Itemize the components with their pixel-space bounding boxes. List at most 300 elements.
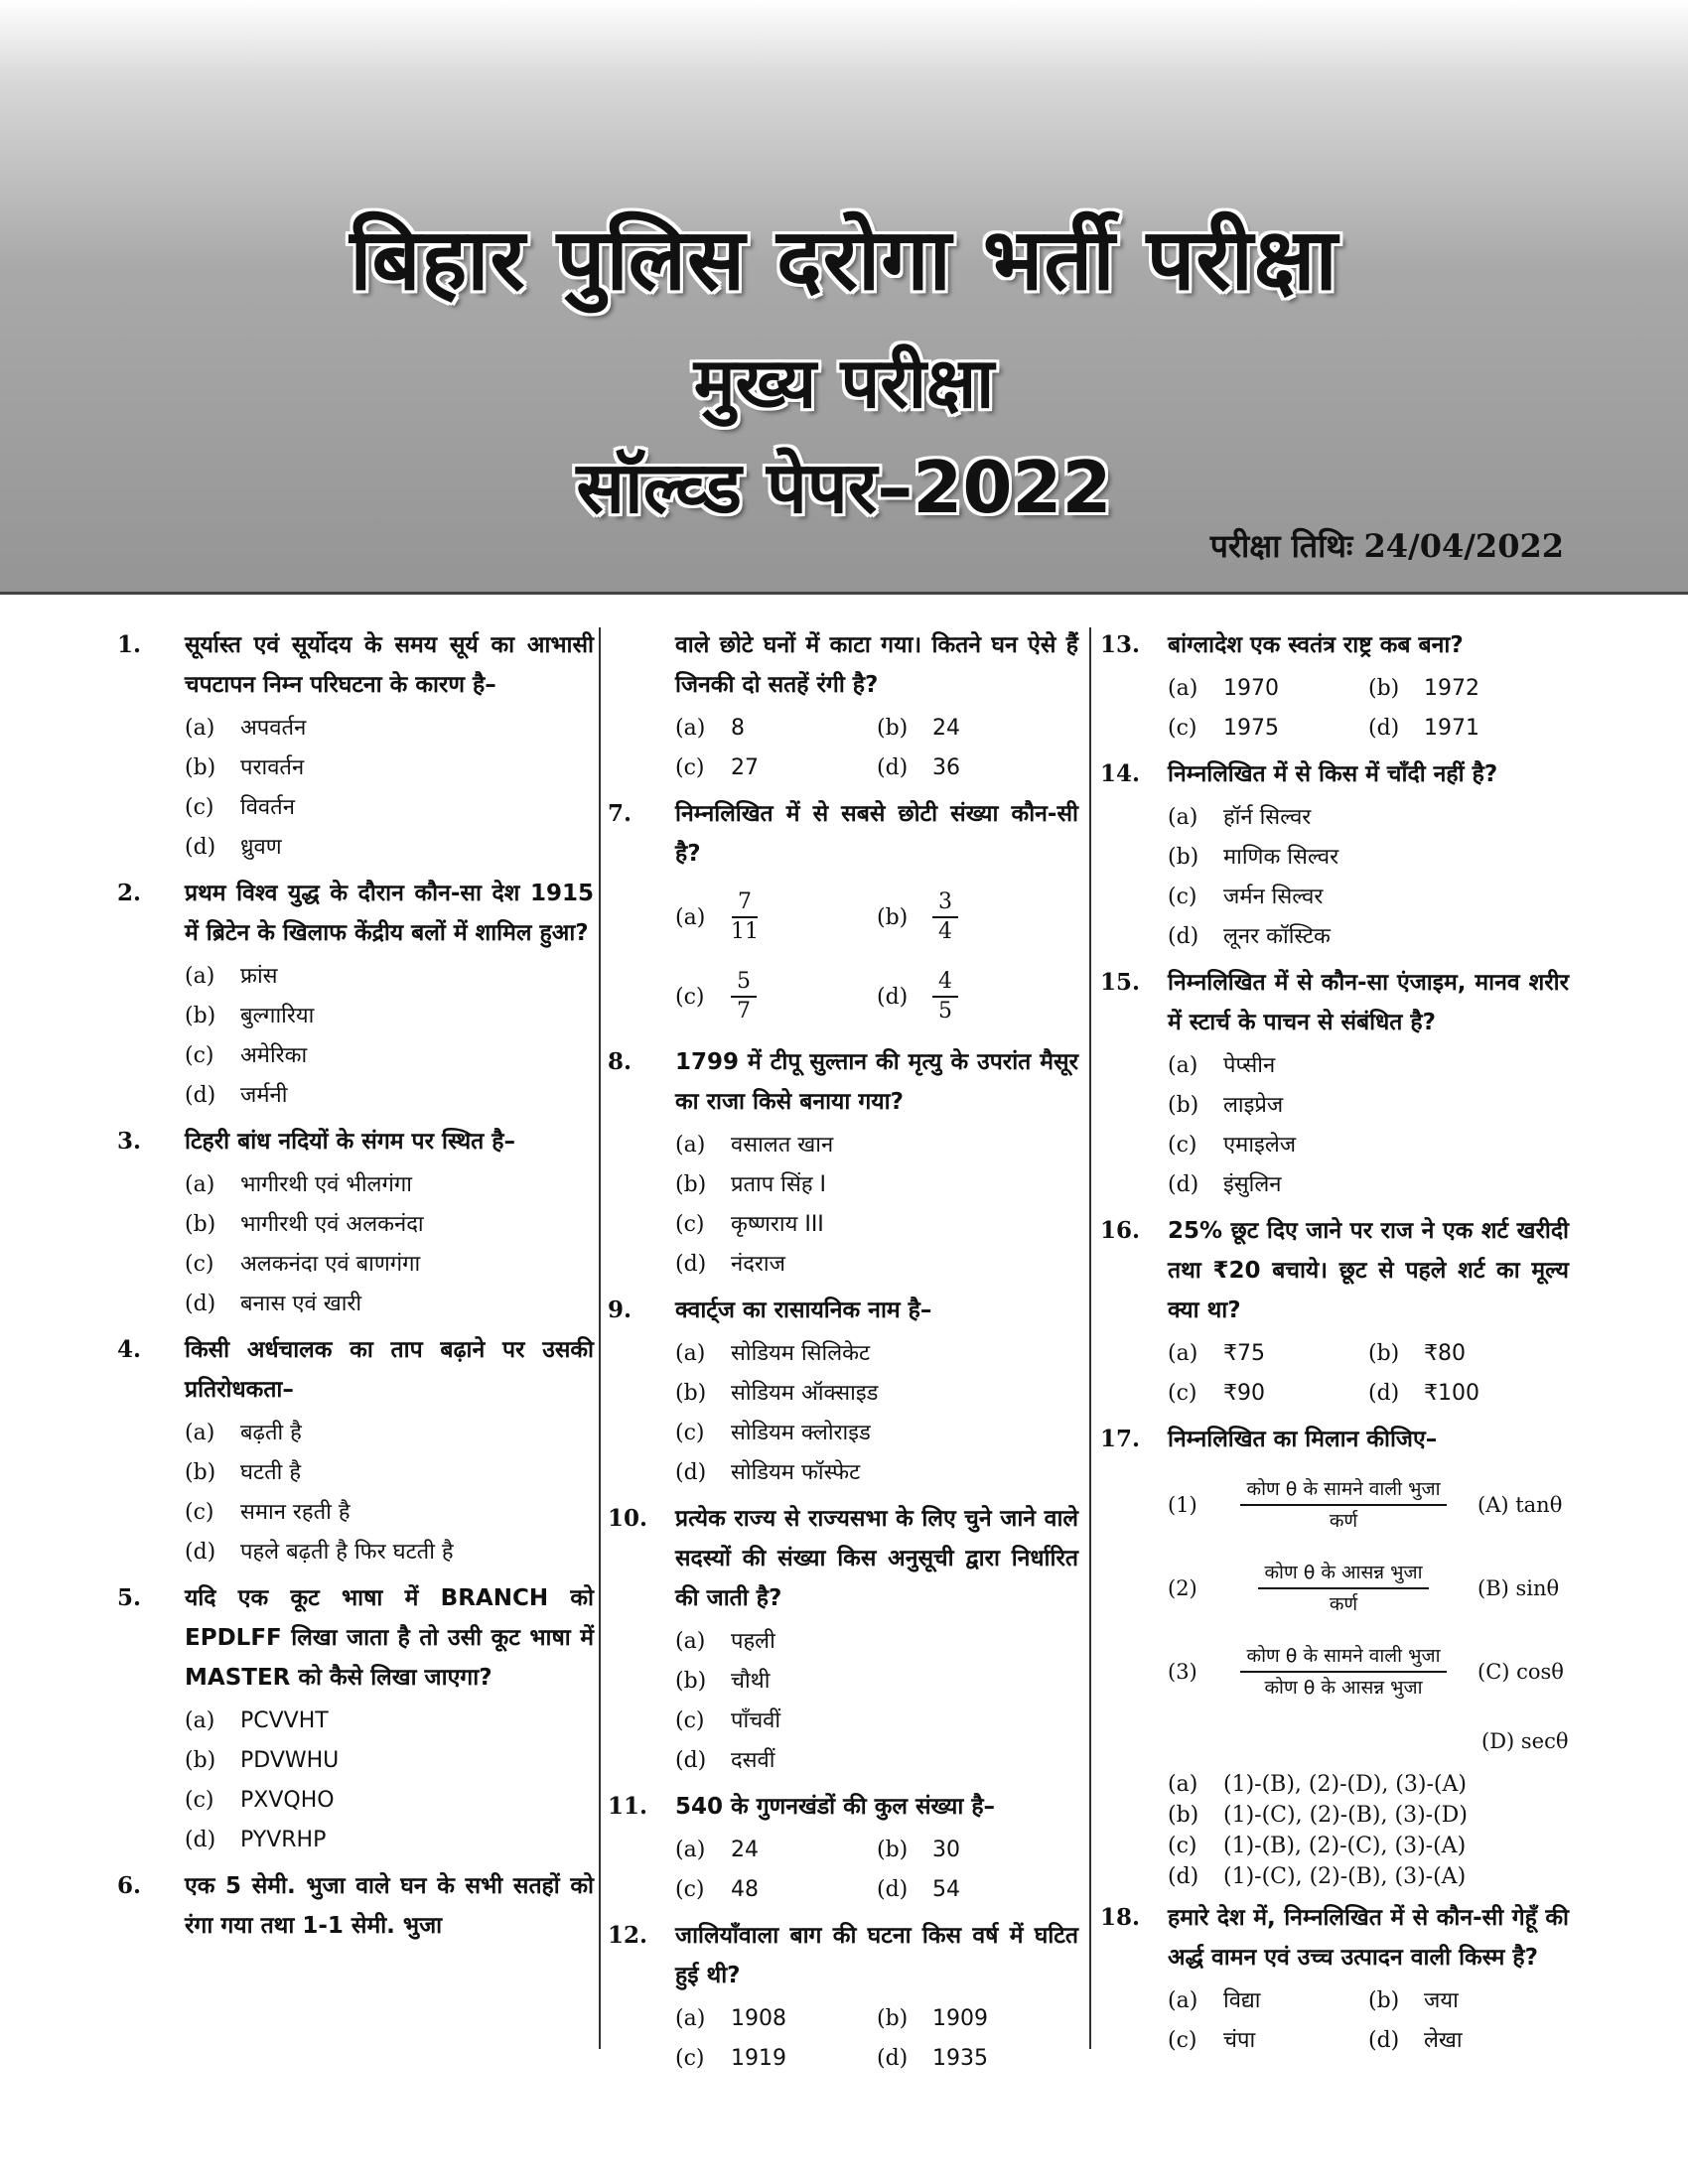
option-text: 1935 — [932, 2046, 988, 2071]
question-number: 6. — [117, 1872, 142, 1899]
option-label: (d) — [877, 755, 909, 780]
option[interactable] — [675, 1999, 877, 2039]
option[interactable] — [1168, 669, 1368, 709]
option[interactable] — [675, 1870, 877, 1910]
option-list — [1168, 1334, 1569, 1414]
option-text: PCVVHT — [240, 1708, 329, 1733]
question-4 — [117, 1330, 594, 1410]
option-label: (b) — [675, 1381, 707, 1406]
option-label: (d) — [1368, 716, 1400, 741]
question-5 — [117, 1578, 594, 1698]
option-label: (a) — [675, 2006, 706, 2031]
column-2 — [608, 625, 1078, 2071]
denominator: 7 — [737, 999, 751, 1024]
option-text: पाँचवीं — [731, 1708, 781, 1733]
question-text: जालियाँवाला बाग की घटना किस वर्ष में घटित हुई थी? — [675, 1923, 1078, 1988]
option[interactable] — [1168, 1334, 1368, 1374]
match-table — [1168, 1463, 1569, 1769]
option-label: (d) — [1168, 924, 1199, 949]
numerator: 7 — [732, 888, 758, 918]
option-text: PYVRHP — [240, 1828, 327, 1852]
question-text: निम्नलिखित में से किस में चाँदी नहीं है? — [1168, 761, 1498, 787]
option-text: 36 — [932, 755, 960, 780]
option-text: विवर्तन — [240, 795, 295, 820]
option-label: (a) — [185, 964, 215, 989]
option-label: (c) — [675, 984, 705, 1010]
option-list — [185, 1165, 594, 1324]
option-text: लेखा — [1424, 2028, 1463, 2053]
option-list — [185, 709, 594, 868]
option-label: (d) — [877, 1877, 909, 1902]
option-label: (a) — [1168, 1772, 1198, 1797]
option-text: घटती है — [240, 1460, 302, 1485]
option[interactable] — [675, 749, 877, 788]
option-text: PDVWHU — [240, 1748, 340, 1773]
option-label: (c) — [675, 1421, 705, 1445]
option-text: सोडियम ऑक्साइड — [731, 1381, 879, 1406]
option-text: कृष्णराय III — [731, 1212, 824, 1237]
option-label: (b) — [1168, 1093, 1199, 1118]
option-text: दसवीं — [731, 1748, 775, 1773]
option[interactable] — [675, 1374, 1078, 1414]
denominator: कोण θ के आसन्न भुजा — [1264, 1677, 1423, 1699]
fraction — [932, 888, 958, 946]
option-text: 48 — [731, 1877, 759, 1902]
option-label: (d) — [1168, 1864, 1199, 1889]
column-1 — [117, 625, 594, 2055]
numerator: कोण θ के सामने वाली भुजा — [1240, 1641, 1446, 1673]
option[interactable] — [1168, 1165, 1569, 1205]
question-18 — [1100, 1898, 1569, 1978]
option-label: (b) — [877, 2006, 909, 2031]
fraction — [1219, 1641, 1468, 1703]
option-text: 1972 — [1424, 676, 1479, 701]
option-label: (d) — [185, 835, 216, 860]
match-row — [1168, 1463, 1569, 1547]
question-text: 1799 में टीपू सुल्तान की मृत्यु के उपरांत मैसूर का राजा किसे बनाया गया? — [675, 1049, 1078, 1115]
option-label: (d) — [1168, 1172, 1199, 1197]
option-label: (c) — [675, 1708, 705, 1733]
option[interactable] — [185, 1533, 594, 1572]
option[interactable] — [877, 878, 1078, 957]
option[interactable] — [675, 878, 877, 957]
option-text: जर्मन सिल्वर — [1223, 885, 1324, 909]
option-list — [1168, 798, 1569, 957]
question-text: 25% छूट दिए जाने पर राज ने एक शर्ट खरीदी तथा ₹20 बचाये। छूट से पहले शर्ट का मूल्य क्या था? — [1168, 1218, 1569, 1323]
option-text: प्रताप सिंह I — [731, 1172, 826, 1197]
question-text: एक 5 सेमी. भुजा वाले घन के सभी सतहों को रंगा गया तथा 1-1 सेमी. भुजा — [185, 1873, 594, 1939]
paper-title: सॉल्व्ड पेपर–2022 — [576, 446, 1112, 529]
option[interactable] — [675, 1334, 1078, 1374]
option[interactable] — [1168, 1981, 1368, 2021]
denominator: 5 — [938, 999, 952, 1024]
option-list — [675, 1622, 1078, 1781]
question-number: 18. — [1100, 1904, 1141, 1931]
option-label: (c) — [1168, 1381, 1197, 1406]
option[interactable] — [675, 1741, 1078, 1781]
option-list — [1168, 669, 1569, 749]
option-text: सोडियम सिलिकेट — [731, 1341, 871, 1366]
column-3 — [1100, 625, 1569, 2055]
option-label: (b) — [877, 716, 909, 741]
page-subtitle: मुख्य परीक्षा — [693, 342, 995, 424]
option-text: PXVQHO — [240, 1788, 335, 1813]
option[interactable] — [675, 1126, 1078, 1165]
option[interactable] — [185, 1245, 594, 1285]
option[interactable] — [1368, 1334, 1569, 1374]
option[interactable] — [1168, 1046, 1569, 1086]
option-text: परावर्तन — [240, 755, 305, 780]
option[interactable] — [1168, 1800, 1569, 1831]
question-3 — [117, 1122, 594, 1161]
option-label: (c) — [675, 1212, 705, 1237]
question-number: 17. — [1100, 1426, 1141, 1452]
option-list — [185, 957, 594, 1116]
option[interactable] — [185, 1414, 594, 1453]
question-text: क्वार्ट्ज का रासायनिक नाम है– — [675, 1297, 932, 1323]
option[interactable] — [1168, 1769, 1569, 1800]
option-text: फ्रांस — [240, 964, 278, 989]
option-text: 1975 — [1223, 716, 1279, 741]
option-text: ₹80 — [1424, 1341, 1466, 1366]
option-label: (a) — [1168, 676, 1198, 701]
option[interactable] — [1368, 2021, 1569, 2061]
option-label: (b) — [1168, 1803, 1199, 1828]
option[interactable] — [1368, 709, 1569, 749]
option[interactable] — [1168, 1831, 1569, 1861]
option-label: (b) — [1368, 676, 1400, 701]
option-list — [1168, 1981, 1569, 2061]
option[interactable] — [185, 1702, 594, 1741]
option[interactable] — [675, 1702, 1078, 1741]
option-text: भागीरथी एवं भीलगंगा — [240, 1172, 412, 1197]
question-number: 7. — [608, 800, 633, 827]
exam-date: परीक्षा तिथिः 24/04/2022 — [1209, 527, 1564, 565]
option-text: 1909 — [932, 2006, 988, 2031]
option[interactable] — [185, 828, 594, 868]
question-text: प्रथम विश्व युद्ध के दौरान कौन-सा देश 1915 में ब्रिटेन के खिलाफ केंद्रीय बलों में शामिल हुआ? — [185, 881, 594, 946]
question-text: प्रत्येक राज्य से राज्यसभा के लिए चुने जाने वाले सदस्यों की संख्या किस अनुसूची द्वारा निर्धारित की जाती है? — [675, 1506, 1078, 1611]
numerator: कोण θ के आसन्न भुजा — [1258, 1558, 1428, 1589]
option[interactable] — [877, 2039, 1078, 2079]
option[interactable] — [877, 1999, 1078, 2039]
question-17 — [1100, 1420, 1569, 1459]
option[interactable] — [1168, 1374, 1368, 1414]
match-row — [1168, 1630, 1569, 1713]
denominator: कर्ण — [1329, 1593, 1358, 1615]
option-text: लूनर कॉस्टिक — [1223, 924, 1331, 949]
question-10 — [608, 1499, 1078, 1618]
option[interactable] — [1368, 1981, 1569, 2021]
question-number: 11. — [608, 1793, 648, 1820]
option-text: 27 — [731, 755, 759, 780]
option-text: अलकनंदा एवं बाणगंगा — [240, 1252, 421, 1277]
numerator: 4 — [932, 968, 958, 998]
option[interactable] — [185, 788, 594, 828]
option[interactable] — [1168, 1861, 1569, 1892]
option-label: (d) — [675, 1748, 707, 1773]
option-label: (c) — [185, 1788, 214, 1813]
option-text: ₹75 — [1223, 1341, 1265, 1366]
question-number: 15. — [1100, 969, 1141, 996]
option[interactable] — [1368, 1374, 1569, 1414]
option-label: (c) — [1168, 1133, 1197, 1158]
option-list — [675, 1831, 1078, 1910]
option-label: (b) — [1368, 1341, 1400, 1366]
option[interactable] — [675, 957, 877, 1036]
option[interactable] — [1168, 917, 1569, 957]
option-list — [1168, 1769, 1569, 1892]
question-text: निम्नलिखित का मिलान कीजिए– — [1168, 1427, 1438, 1452]
option-text: 1970 — [1223, 676, 1279, 701]
option-text: 1971 — [1424, 716, 1479, 741]
option-text: 1919 — [731, 2046, 786, 2071]
fraction — [731, 888, 759, 946]
question-13 — [1100, 625, 1569, 665]
option-text: 54 — [932, 1877, 960, 1902]
option-text: ₹100 — [1424, 1381, 1479, 1406]
option-text: (1)-(B), (2)-(C), (3)-(A) — [1223, 1834, 1467, 1858]
option-label: (d) — [185, 1540, 216, 1565]
match-right: (B) sinθ — [1477, 1576, 1560, 1600]
option-label: (c) — [185, 1043, 214, 1068]
question-text: 540 के गुणनखंडों की कुल संख्या है– — [675, 1794, 996, 1820]
option[interactable] — [185, 1036, 594, 1076]
question-text: किसी अर्धचालक का ताप बढ़ाने पर उसकी प्रतिरोधकता– — [185, 1337, 594, 1403]
option-label: (c) — [1168, 2028, 1197, 2053]
question-text: टिहरी बांध नदियों के संगम पर स्थित है– — [185, 1129, 515, 1155]
option[interactable] — [877, 1870, 1078, 1910]
option-label: (a) — [1168, 1341, 1198, 1366]
option-label: (c) — [185, 1500, 214, 1525]
option-list — [185, 1702, 594, 1860]
option-label: (b) — [185, 1212, 216, 1237]
fraction — [1219, 1474, 1468, 1536]
fraction — [932, 968, 958, 1025]
option[interactable] — [877, 957, 1078, 1036]
option[interactable] — [1368, 669, 1569, 709]
option[interactable] — [185, 1205, 594, 1245]
option[interactable] — [675, 1205, 1078, 1245]
option[interactable] — [675, 1662, 1078, 1702]
question-9 — [608, 1291, 1078, 1330]
option-text: बढ़ती है — [240, 1421, 302, 1445]
option-label: (c) — [675, 2046, 705, 2071]
numerator: कोण θ के सामने वाली भुजा — [1240, 1474, 1446, 1506]
column-divider — [599, 627, 601, 2049]
option-text: भागीरथी एवं अलकनंदा — [240, 1212, 424, 1237]
option-label: (b) — [185, 1460, 216, 1485]
option[interactable] — [877, 749, 1078, 788]
match-right: (C) cosθ — [1477, 1660, 1564, 1684]
option-label: (a) — [1168, 1988, 1198, 2013]
option-label: (c) — [675, 1877, 705, 1902]
option-list — [675, 1126, 1078, 1285]
option-text: अपवर्तन — [240, 716, 307, 741]
option-text: (1)-(C), (2)-(B), (3)-(A) — [1223, 1864, 1467, 1889]
option-label: (a) — [185, 1708, 215, 1733]
question-16 — [1100, 1211, 1569, 1330]
question-2 — [117, 874, 594, 953]
option[interactable] — [1168, 709, 1368, 749]
option[interactable] — [185, 957, 594, 997]
option[interactable] — [185, 997, 594, 1036]
option-label: (a) — [675, 904, 706, 930]
option-text: लाइप्रेज — [1223, 1093, 1284, 1118]
option-text: चौथी — [731, 1669, 771, 1694]
option[interactable] — [675, 1414, 1078, 1453]
fraction — [1219, 1558, 1468, 1619]
option-label: (b) — [1368, 1988, 1400, 2013]
option-text: अमेरिका — [240, 1043, 308, 1068]
column-divider — [1089, 627, 1091, 2049]
question-text: वाले छोटे घनों में काटा गया। कितने घन ऐसे हैं जिनकी दो सतहें रंगी है? — [675, 632, 1078, 698]
question-1 — [117, 625, 594, 705]
option[interactable] — [185, 1165, 594, 1205]
question-number: 2. — [117, 880, 142, 906]
option-label: (a) — [185, 1421, 215, 1445]
option[interactable] — [185, 1076, 594, 1116]
question-text: निम्नलिखित में से सबसे छोटी संख्या कौन-सी है? — [675, 801, 1078, 867]
question-number: 14. — [1100, 760, 1141, 787]
option-label: (c) — [1168, 1834, 1197, 1858]
option[interactable] — [675, 1831, 877, 1870]
option[interactable] — [675, 1453, 1078, 1493]
option-text: पेप्सीन — [1223, 1053, 1276, 1078]
option-text: ₹90 — [1223, 1381, 1265, 1406]
option-label: (a) — [675, 716, 706, 741]
option-label: (c) — [1168, 885, 1197, 909]
question-number: 13. — [1100, 631, 1141, 658]
option[interactable] — [185, 1741, 594, 1781]
option[interactable] — [675, 1165, 1078, 1205]
question-15 — [1100, 963, 1569, 1042]
option-label: (b) — [675, 1172, 707, 1197]
option-label: (a) — [1168, 1053, 1198, 1078]
denominator: कर्ण — [1329, 1510, 1358, 1532]
option-text: बुल्गारिया — [240, 1004, 315, 1028]
header-banner — [0, 0, 1688, 595]
match-right: (A) tanθ — [1477, 1493, 1563, 1517]
option-label: (b) — [1168, 845, 1199, 870]
option[interactable] — [185, 1285, 594, 1324]
option-label: (a) — [185, 1172, 215, 1197]
option[interactable] — [185, 1453, 594, 1493]
question-12 — [608, 1916, 1078, 1995]
option-text: विद्या — [1223, 1988, 1261, 2013]
question-text: यदि एक कूट भाषा में BRANCH को EPDLFF लिखा जाता है तो उसी कूट भाषा में MASTER को कैसे लिखा जाएगा? — [185, 1585, 594, 1691]
option-label: (d) — [877, 2046, 909, 2071]
option-text: वसालत खान — [731, 1133, 834, 1158]
question-number: 1. — [117, 631, 142, 658]
option[interactable] — [185, 1781, 594, 1821]
option[interactable] — [1168, 1126, 1569, 1165]
option-label: (a) — [675, 1838, 706, 1862]
option[interactable] — [675, 1622, 1078, 1662]
option-text: इंसुलिन — [1223, 1172, 1282, 1197]
option-list — [1168, 1046, 1569, 1205]
option[interactable] — [1168, 1086, 1569, 1126]
option-label: (a) — [675, 1341, 706, 1366]
denominator: 4 — [938, 919, 952, 944]
option-text: ध्रुवण — [240, 835, 282, 860]
option-label: (b) — [185, 755, 216, 780]
question-text: सूर्यास्त एवं सूर्योदय के समय सूर्य का आभासी चपटापन निम्न परिघटना के कारण है– — [185, 632, 594, 698]
option-text: 1908 — [731, 2006, 786, 2031]
option-list — [675, 709, 1078, 788]
option-label: (d) — [185, 1083, 216, 1108]
question-text: हमारे देश में, निम्नलिखित में से कौन-सी गेहूँ की अर्द्ध वामन एवं उच्च उत्पादन वाली किस्म है? — [1168, 1905, 1569, 1971]
question-number: 4. — [117, 1336, 142, 1363]
option[interactable] — [185, 1821, 594, 1860]
option-list — [675, 1999, 1078, 2079]
option-text: 8 — [731, 716, 745, 741]
denominator: 11 — [731, 919, 759, 944]
option[interactable] — [185, 1493, 594, 1533]
fraction — [731, 968, 757, 1025]
option[interactable] — [1168, 2021, 1368, 2061]
option-label: (c) — [1168, 716, 1197, 741]
numerator: 5 — [731, 968, 757, 998]
option-label: (d) — [185, 1292, 216, 1316]
option[interactable] — [877, 709, 1078, 749]
question-text: निम्नलिखित में से कौन-सा एंजाइम, मानव शरीर में स्टार्च के पाचन से संबंधित है? — [1168, 970, 1569, 1035]
match-row — [1168, 1547, 1569, 1630]
option[interactable] — [185, 709, 594, 749]
question-6-continued — [608, 625, 1078, 705]
question-6 — [117, 1866, 594, 1946]
option[interactable] — [675, 709, 877, 749]
option-label: (b) — [877, 904, 909, 930]
option-text: हॉर्न सिल्वर — [1223, 805, 1312, 830]
match-label: (2) — [1168, 1576, 1197, 1600]
option[interactable] — [1168, 838, 1569, 878]
option-label: (a) — [675, 1133, 706, 1158]
option-label: (d) — [675, 1252, 707, 1277]
question-number: 16. — [1100, 1217, 1141, 1244]
match-label: (3) — [1168, 1660, 1197, 1684]
option[interactable] — [1168, 798, 1569, 838]
question-14 — [1100, 754, 1569, 794]
option-text: जया — [1424, 1988, 1459, 2013]
match-label: (1) — [1168, 1493, 1197, 1517]
option-text: 24 — [731, 1838, 759, 1862]
option-label: (b) — [877, 1838, 909, 1862]
option[interactable] — [675, 2039, 877, 2079]
option-text: जर्मनी — [240, 1083, 288, 1108]
option[interactable] — [185, 749, 594, 788]
option-label: (c) — [185, 1252, 214, 1277]
option-text: बनास एवं खारी — [240, 1292, 362, 1316]
question-7 — [608, 794, 1078, 874]
option-label: (c) — [675, 755, 705, 780]
option-text: (1)-(B), (2)-(D), (3)-(A) — [1223, 1772, 1467, 1797]
option-text: (1)-(C), (2)-(B), (3)-(D) — [1223, 1803, 1468, 1828]
option[interactable] — [877, 1831, 1078, 1870]
question-number: 8. — [608, 1048, 633, 1075]
option-label: (d) — [877, 984, 909, 1010]
option-label: (a) — [185, 716, 215, 741]
option-label: (a) — [1168, 805, 1198, 830]
option[interactable] — [1168, 878, 1569, 917]
option-label: (d) — [1368, 1381, 1400, 1406]
option-text: सोडियम फॉस्फेट — [731, 1460, 861, 1485]
option-label: (b) — [675, 1669, 707, 1694]
numerator: 3 — [932, 888, 958, 918]
option[interactable] — [675, 1245, 1078, 1285]
option-label: (d) — [675, 1460, 707, 1485]
option-text: माणिक सिल्वर — [1223, 845, 1339, 870]
